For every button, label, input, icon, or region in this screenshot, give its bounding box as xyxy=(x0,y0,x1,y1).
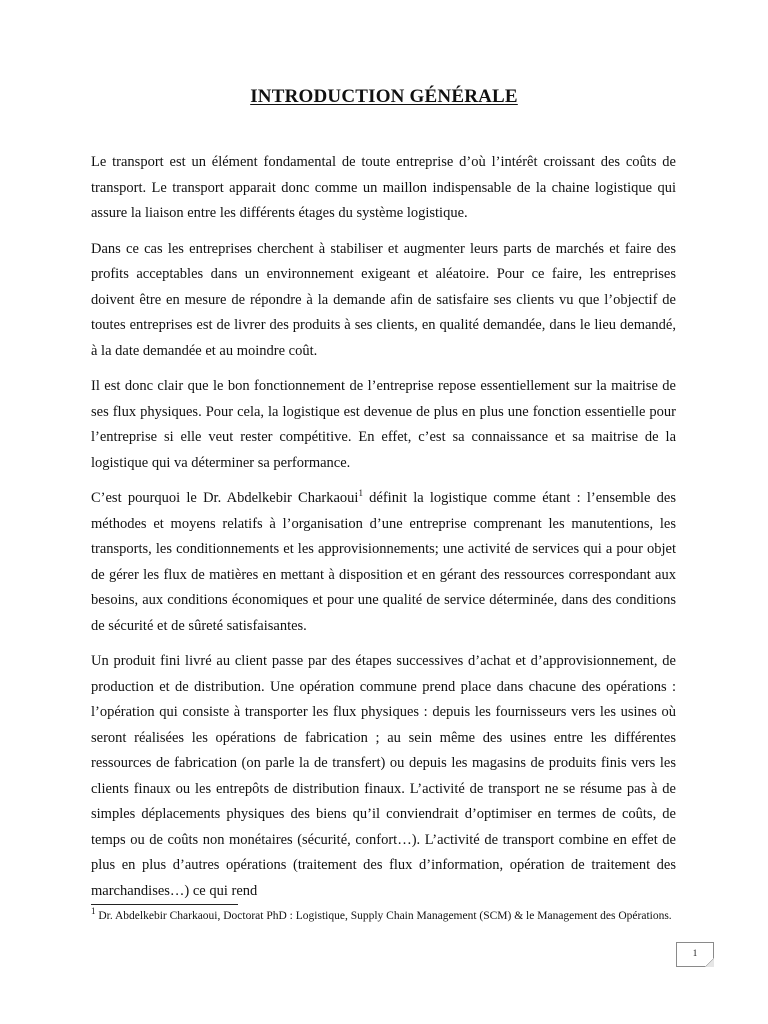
footnote-text: Dr. Abdelkebir Charkaoui, Doctorat PhD : Logistique, Supply Chain Management (SCM) & le Management des Opérations. xyxy=(95,910,672,922)
paragraph-3: Il est donc clair que le bon fonctionnement de l’entreprise repose essentiellement sur la maitrise de ses flux physiques. Pour cela, la logistique est devenue de plus en plus une fonction essentielle pour l’entreprise si elle veut rester compétitive. En effet, c’est sa connaissance et sa maitrise de la logistique qui va déterminer sa performance. xyxy=(91,378,676,471)
page-title: INTRODUCTION GÉNÉRALE xyxy=(250,86,518,107)
footnote-marker: 1 xyxy=(91,906,96,917)
paragraph-1: Le transport est un élément fondamental de toute entreprise d’où l’intérêt croissant des coûts de transport. Le transport apparait donc comme un maillon indispensable de la chaine logistique qui assure la liaison entre les différents étages du système logistique. xyxy=(91,154,676,221)
paragraph-4-lead: C’est pourquoi le Dr. Abdelkebir Charkaoui xyxy=(91,490,359,506)
footnote-reference[interactable]: 1 xyxy=(358,488,363,499)
footnote xyxy=(91,906,676,924)
page-number: 1 xyxy=(692,948,698,958)
paragraph-5: Un produit fini livré au client passe par des étapes successives d’achat et d’approvisionnement, de production et de distribution. Une opération commune prend place dans chacune des opérations : l’opération qui consiste à transporter les flux physiques : depuis les fournisseurs vers les usines où seront réalisées les opérations de fabrication ; au sein même des usines entre les différentes ressources de fabrication (on parle la de transfert) ou depuis les magasins de produits finis vers les clients finaux ou les entrepôts de distribution finaux. L’activité de transport ne se résume pas à de simples déplacements physiques des biens qu’il conviendrait d’optimiser en termes de coûts, de temps ou de coûts non monétaires (sécurité, confort…). L’activité de transport combine en effet de plus en plus d’autres opérations (traitement des flux d’information, opération de traitement des marchandises…) ce qui rend xyxy=(91,653,676,899)
page-number-box xyxy=(676,942,714,967)
paragraph-4-rest: définit la logistique comme étant : l’ensemble des méthodes et moyens relatifs à l’organisation d’une entreprise comprenant les manutentions, les transports, les conditionnements et les approvisionnements; une activité de services qui a pour objet de gérer les flux de matières en mettant à disposition et en gérant des ressources correspondant aux besoins, aux conditions économiques et pour une qualité de service déterminée, dans des conditions de sécurité et de sûreté satisfaisantes. xyxy=(91,490,676,634)
paragraph-4 xyxy=(91,486,676,639)
footnote-separator xyxy=(91,904,238,905)
paragraph-2: Dans ce cas les entreprises cherchent à stabiliser et augmenter leurs parts de marchés et faire des profits acceptables dans un environnement exigeant et aléatoire. Pour ce faire, les entreprises doivent être en mesure de répondre à la demande afin de satisfaire ses clients vu que l’objectif de toutes entreprises est de livrer des produits à ses clients, en qualité demandée, dans le lieu demandé, à la date demandée et au moindre coût. xyxy=(91,240,676,359)
